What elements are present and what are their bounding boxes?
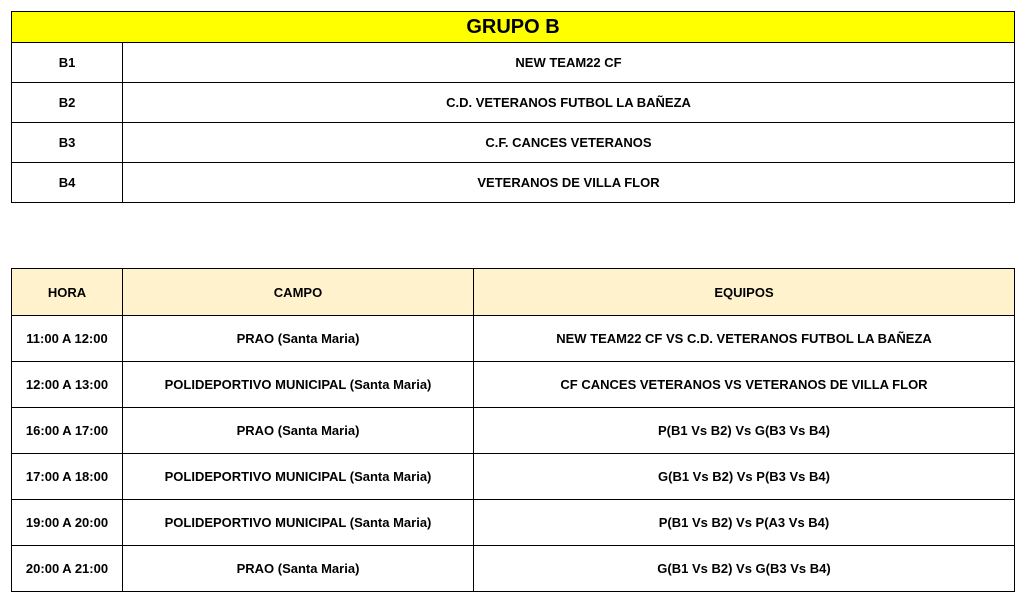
team-row xyxy=(12,123,1015,163)
team-row xyxy=(12,83,1015,123)
match-time: 11:00 A 12:00 xyxy=(12,316,123,362)
match-time: 20:00 A 21:00 xyxy=(12,546,123,592)
match-time: 19:00 A 20:00 xyxy=(12,500,123,546)
team-code: B2 xyxy=(12,83,123,123)
match-teams: P(B1 Vs B2) Vs G(B3 Vs B4) xyxy=(474,408,1015,454)
team-code: B1 xyxy=(12,43,123,83)
team-name: VETERANOS DE VILLA FLOR xyxy=(123,163,1015,203)
schedule-row xyxy=(12,316,1015,362)
header-equipos: EQUIPOS xyxy=(474,269,1015,316)
schedule-table xyxy=(11,268,1015,592)
schedule-row xyxy=(12,454,1015,500)
group-title: GRUPO B xyxy=(12,12,1015,43)
match-field: PRAO (Santa Maria) xyxy=(123,546,474,592)
team-code: B4 xyxy=(12,163,123,203)
group-table xyxy=(11,11,1015,203)
schedule-row xyxy=(12,500,1015,546)
schedule-header-row xyxy=(12,269,1015,316)
schedule-row xyxy=(12,546,1015,592)
match-field: POLIDEPORTIVO MUNICIPAL (Santa Maria) xyxy=(123,500,474,546)
schedule-row xyxy=(12,408,1015,454)
team-row xyxy=(12,163,1015,203)
match-teams: G(B1 Vs B2) Vs P(B3 Vs B4) xyxy=(474,454,1015,500)
schedule-row xyxy=(12,362,1015,408)
team-name: C.F. CANCES VETERANOS xyxy=(123,123,1015,163)
match-field: POLIDEPORTIVO MUNICIPAL (Santa Maria) xyxy=(123,362,474,408)
team-name: NEW TEAM22 CF xyxy=(123,43,1015,83)
match-teams: P(B1 Vs B2) Vs P(A3 Vs B4) xyxy=(474,500,1015,546)
match-time: 17:00 A 18:00 xyxy=(12,454,123,500)
match-field: PRAO (Santa Maria) xyxy=(123,408,474,454)
match-teams: G(B1 Vs B2) Vs G(B3 Vs B4) xyxy=(474,546,1015,592)
match-teams: CF CANCES VETERANOS VS VETERANOS DE VILLA FLOR xyxy=(474,362,1015,408)
match-field: POLIDEPORTIVO MUNICIPAL (Santa Maria) xyxy=(123,454,474,500)
team-name: C.D. VETERANOS FUTBOL LA BAÑEZA xyxy=(123,83,1015,123)
team-row xyxy=(12,43,1015,83)
match-teams: NEW TEAM22 CF VS C.D. VETERANOS FUTBOL LA BAÑEZA xyxy=(474,316,1015,362)
header-campo: CAMPO xyxy=(123,269,474,316)
team-code: B3 xyxy=(12,123,123,163)
header-hora: HORA xyxy=(12,269,123,316)
match-field: PRAO (Santa Maria) xyxy=(123,316,474,362)
match-time: 16:00 A 17:00 xyxy=(12,408,123,454)
match-time: 12:00 A 13:00 xyxy=(12,362,123,408)
